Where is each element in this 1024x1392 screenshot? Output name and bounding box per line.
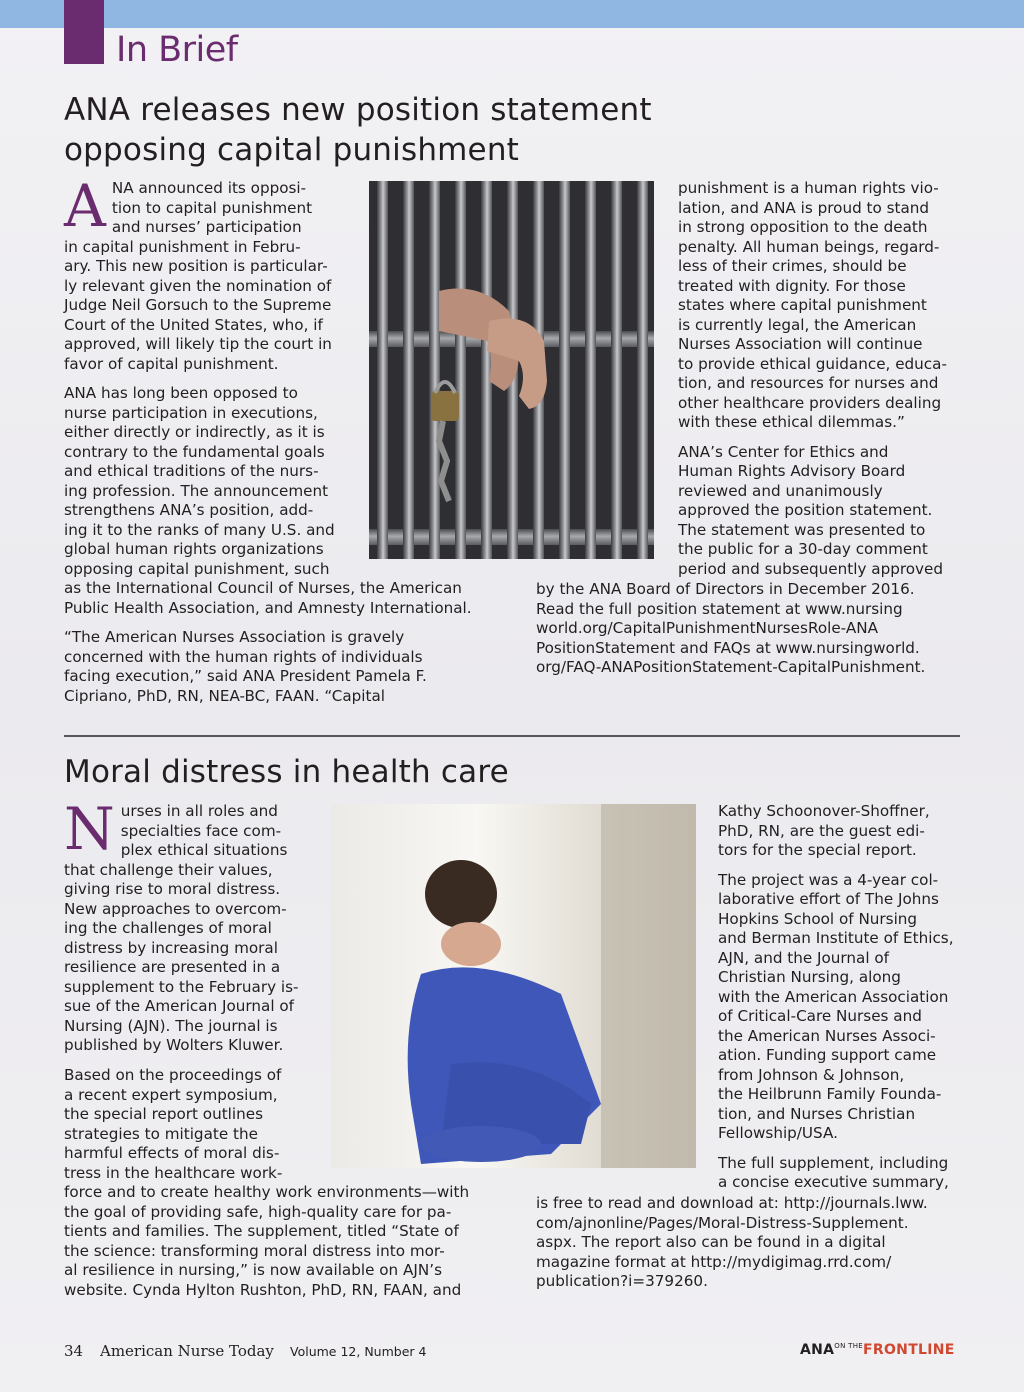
text-line: aspx. The report also can be found in a digital <box>536 1233 886 1251</box>
article1-title-line1: ANA releases new position statement <box>64 92 652 128</box>
text-line: to provide ethical guidance, educa- <box>678 354 947 373</box>
article1-para3 <box>64 628 504 706</box>
text-line: punishment is a human rights vio- <box>678 179 939 197</box>
text-line: NA announced its opposi- <box>111 179 307 197</box>
text-line: the American Nurses Associ- <box>718 1026 936 1045</box>
article2-para1 <box>64 795 329 1056</box>
text-line: distress by increasing moral <box>64 938 278 957</box>
text-line: The project was a 4-year col- <box>718 870 939 889</box>
text-line: penalty. All human beings, regard- <box>678 237 940 256</box>
text-line: nurse participation in executions, <box>64 403 318 422</box>
text-line: other healthcare providers dealing <box>678 393 942 412</box>
text-line: tion, and resources for nurses and <box>678 374 939 392</box>
text-line: New approaches to overcom- <box>64 899 287 918</box>
text-line: published by Wolters Kluwer. <box>64 1036 284 1054</box>
article2-col1-text <box>64 795 329 1066</box>
text-line: ing the challenges of moral <box>64 919 272 937</box>
text-line: favor of capital punishment. <box>64 354 279 373</box>
text-line: Cipriano, PhD, RN, NEA-BC, FAAN. “Capital <box>64 686 386 705</box>
article2-para3 <box>718 802 978 861</box>
text-line: with the American Association <box>718 987 949 1006</box>
text-line: contrary to the fundamental goals <box>64 442 325 461</box>
dropcap-n: N <box>64 795 115 863</box>
text-line: supplement to the February is- <box>64 977 299 996</box>
text-line: is free to read and download at: http://journals.lww. <box>536 1194 928 1212</box>
text-line: opposing capital punishment, such <box>64 559 330 578</box>
top-color-bar <box>0 0 1024 28</box>
text-line: al resilience in nursing,” is now available on AJN’s <box>64 1261 442 1279</box>
text-line: approved the position statement. <box>678 501 933 519</box>
text-line: that challenge their values, <box>64 860 273 879</box>
text-line: website. Cynda Hylton Rushton, PhD, RN, FAAN, and <box>64 1280 462 1299</box>
text-line: in capital punishment in Febru- <box>64 237 301 256</box>
text-line: laborative effort of The Johns <box>718 890 939 908</box>
text-line: Human Rights Advisory Board <box>678 462 906 480</box>
prison-bars-photo <box>369 181 654 559</box>
text-line: Nursing (AJN). The journal is <box>64 1016 278 1035</box>
text-line: a recent expert symposium, <box>64 1085 278 1104</box>
article2-title: Moral distress in health care <box>64 754 509 790</box>
text-line: resilience are presented in a <box>64 958 281 976</box>
volume-info: Volume 12, Number 4 <box>290 1344 427 1359</box>
article1-para5-cont <box>536 580 966 678</box>
text-line: Kathy Schoonover-Shoffner, <box>718 802 930 820</box>
text-line: harmful effects of moral dis- <box>64 1144 280 1162</box>
text-line: plex ethical situations <box>120 841 288 859</box>
article1-title <box>64 90 764 170</box>
text-line: Based on the proceedings of <box>64 1066 282 1084</box>
section-tab-marker <box>64 0 104 64</box>
text-line: ANA has long been opposed to <box>64 384 298 402</box>
text-line: The statement was presented to <box>678 520 926 539</box>
text-line: less of their crimes, should be <box>678 257 907 275</box>
article2-col2-text-b <box>536 1194 966 1302</box>
text-line: magazine format at http://mydigimag.rrd.com/ <box>536 1252 892 1271</box>
text-line: and Berman Institute of Ethics, <box>718 929 954 947</box>
text-line: in strong opposition to the death <box>678 218 928 236</box>
text-line: the goal of providing safe, high-quality care for pa- <box>64 1202 452 1221</box>
text-line: Public Health Association, and Amnesty International. <box>64 598 472 617</box>
text-line: sue of the American Journal of <box>64 997 295 1015</box>
text-line: Fellowship/USA. <box>718 1124 838 1142</box>
text-line: urses in all roles and <box>120 802 278 820</box>
text-line: approved, will likely tip the court in <box>64 335 332 353</box>
text-line: tion to capital punishment <box>111 198 313 217</box>
logo-onthe: ON THE <box>834 1342 864 1350</box>
text-line: Read the full position statement at www.nursing <box>536 599 903 618</box>
text-line: ation. Funding support came <box>718 1046 937 1064</box>
article1-col2-text-b <box>536 580 966 688</box>
text-line: Judge Neil Gorsuch to the Supreme <box>64 296 332 314</box>
text-line: the special report outlines <box>64 1105 263 1123</box>
text-line: “The American Nurses Association is gravely <box>64 628 405 646</box>
text-line: is currently legal, the American <box>678 315 917 334</box>
text-line: tors for the special report. <box>718 841 917 859</box>
text-line: ing profession. The announcement <box>64 481 329 500</box>
text-line: org/FAQ-ANAPositionStatement-CapitalPunishment. <box>536 658 926 676</box>
section-divider <box>64 735 960 737</box>
article1-para1 <box>64 172 364 374</box>
text-line: Court of the United States, who, if <box>64 315 323 334</box>
article1-para4 <box>678 179 968 433</box>
text-line: ly relevant given the nomination of <box>64 276 332 295</box>
page-number: 34 <box>64 1342 84 1360</box>
text-line: period and subsequently approved <box>678 559 944 578</box>
text-line: Nurses Association will continue <box>678 335 923 353</box>
article1-para5 <box>678 443 968 580</box>
article2-para5 <box>718 1154 978 1193</box>
article2-para5-cont <box>536 1194 966 1292</box>
text-line: tients and families. The supplement, titled “State of <box>64 1222 459 1240</box>
logo-frontline: FRONTLINE <box>863 1342 955 1358</box>
text-line: and ethical traditions of the nurs- <box>64 462 319 480</box>
text-line: specialties face com- <box>120 821 282 840</box>
text-line: the Heilbrunn Family Founda- <box>718 1085 942 1103</box>
nurse-illustration <box>331 804 696 1168</box>
text-line: tion, and Nurses Christian <box>718 1104 916 1123</box>
text-line: the science: transforming moral distress into mor- <box>64 1241 445 1260</box>
text-line: ary. This new position is particular- <box>64 257 328 275</box>
hands-and-padlock-illustration <box>369 181 654 559</box>
distressed-nurse-photo <box>331 804 696 1168</box>
article1-title-line2: opposing capital punishment <box>64 132 520 168</box>
text-line: ANA’s Center for Ethics and <box>678 442 889 461</box>
article1-col1-text <box>64 172 364 384</box>
text-line: world.org/CapitalPunishmentNursesRole-ANA <box>536 619 878 637</box>
text-line: from Johnson & Johnson, <box>718 1065 905 1084</box>
text-line: tress in the healthcare work- <box>64 1163 283 1182</box>
article2-para4 <box>718 871 978 1144</box>
text-line: ing it to the ranks of many U.S. and <box>64 520 335 539</box>
text-line: PhD, RN, are the guest edi- <box>718 821 925 840</box>
text-line: of Critical-Care Nurses and <box>718 1007 922 1025</box>
text-line: concerned with the human rights of individuals <box>64 647 423 666</box>
magazine-name: American Nurse Today <box>100 1342 274 1360</box>
text-line: either directly or indirectly, as it is <box>64 423 325 441</box>
text-line: reviewed and unanimously <box>678 481 883 500</box>
article1-col2-text <box>678 179 968 589</box>
text-line: giving rise to moral distress. <box>64 880 281 898</box>
text-line: states where capital punishment <box>678 296 927 314</box>
text-line: global human rights organizations <box>64 540 324 558</box>
ana-frontline-logo <box>800 1342 955 1358</box>
text-line: Hopkins School of Nursing <box>718 909 918 928</box>
text-line: force and to create healthy work environments—with <box>64 1183 470 1201</box>
text-line: a concise executive summary, <box>718 1173 949 1191</box>
text-line: strategies to mitigate the <box>64 1124 258 1143</box>
text-line: facing execution,” said ANA President Pamela F. <box>64 667 427 685</box>
text-line: strengthens ANA’s position, add- <box>64 501 314 519</box>
text-line: The full supplement, including <box>718 1153 949 1172</box>
section-label: In Brief <box>116 30 238 70</box>
text-line: the public for a 30-day comment <box>678 540 928 558</box>
text-line: with these ethical dilemmas.” <box>678 413 905 431</box>
text-line: and nurses’ participation <box>111 218 302 236</box>
text-line: treated with dignity. For those <box>678 276 906 295</box>
text-line: lation, and ANA is proud to stand <box>678 198 930 217</box>
text-line: as the International Council of Nurses, the American <box>64 579 462 597</box>
dropcap-a: A <box>64 172 106 240</box>
text-line: Christian Nursing, along <box>718 968 901 986</box>
text-line: AJN, and the Journal of <box>718 948 890 967</box>
text-line: com/ajnonline/Pages/Moral-Distress-Supplement. <box>536 1213 909 1232</box>
text-line: by the ANA Board of Directors in December 2016. <box>536 580 915 598</box>
text-line: publication?i=379260. <box>536 1272 708 1290</box>
logo-ana: ANA <box>800 1342 835 1358</box>
article2-col2-text <box>718 802 978 1203</box>
text-line: PositionStatement and FAQs at www.nursingworld. <box>536 638 920 657</box>
